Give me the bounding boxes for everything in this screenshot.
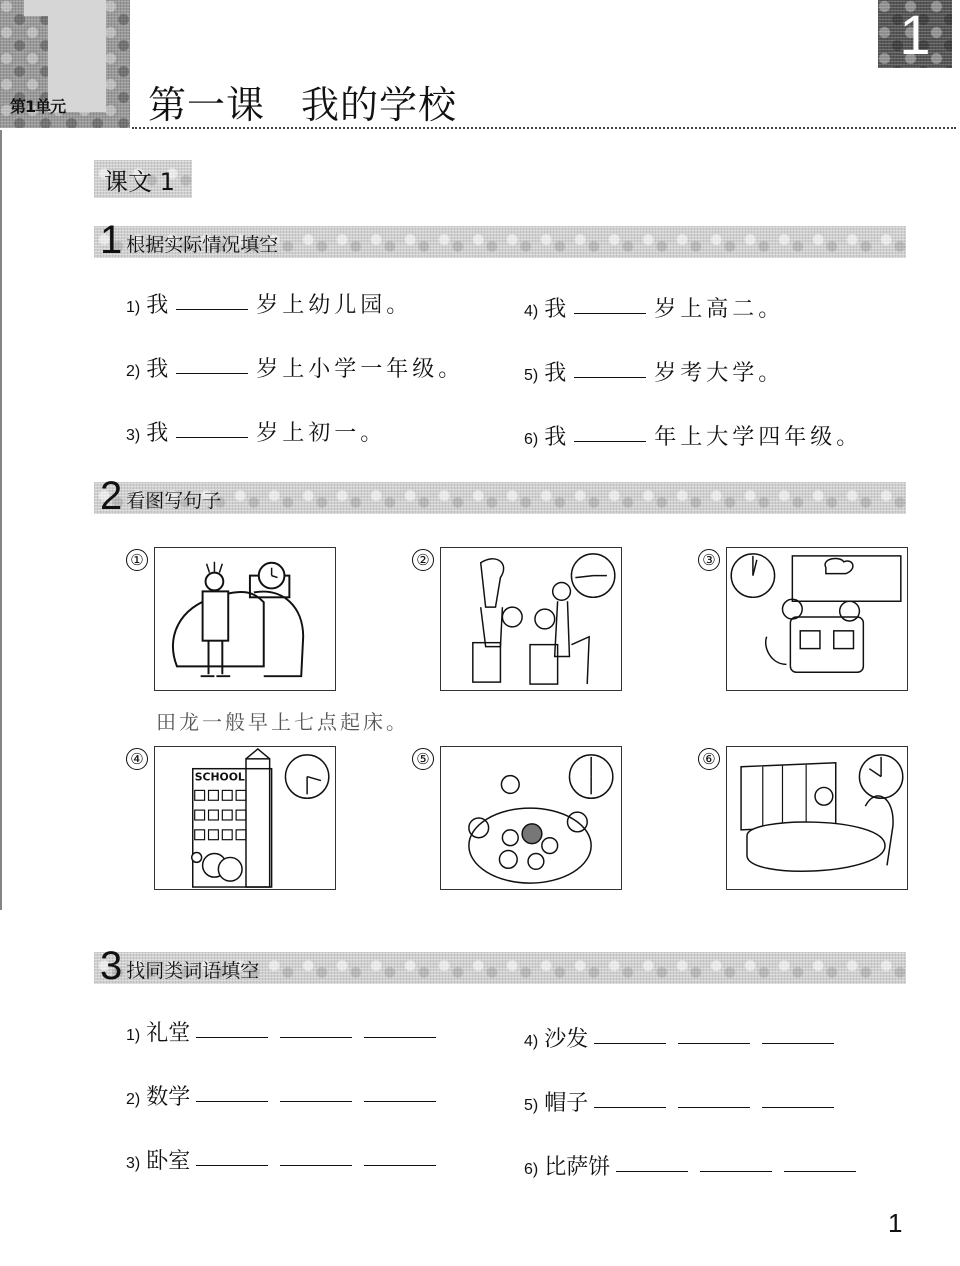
section-1-header	[94, 218, 906, 262]
answer-blank[interactable]	[574, 313, 646, 314]
item-number: 3)	[126, 427, 141, 444]
sample-answer: 田龙一般早上七点起床。	[156, 710, 409, 734]
picture-panel-4	[154, 746, 336, 890]
header-divider	[132, 127, 956, 129]
item-word: 比萨饼	[544, 1155, 611, 1180]
section-title: 根据实际情况填空	[126, 234, 279, 256]
answer-blank[interactable]	[176, 373, 248, 374]
section-number: 1	[100, 218, 123, 262]
fill-item	[524, 420, 862, 451]
item-prefix: 我	[146, 357, 169, 382]
answer-blank[interactable]	[176, 309, 248, 310]
picture-panel-6	[726, 746, 908, 890]
lesson-name: 我的学校	[301, 83, 458, 127]
answer-blank[interactable]	[364, 1037, 436, 1038]
word-group-item	[126, 1144, 442, 1175]
svg-text:SCHOOL: SCHOOL	[194, 770, 245, 784]
item-number: 5)	[524, 367, 539, 384]
item-number: 6)	[524, 431, 539, 448]
item-suffix: 岁考大学。	[654, 361, 785, 386]
item-suffix: 年上大学四年级。	[654, 425, 863, 450]
item-number: 1)	[126, 299, 141, 316]
answer-blank[interactable]	[784, 1171, 856, 1172]
section-number: 2	[100, 474, 123, 518]
page-edge	[0, 130, 4, 910]
word-group-item	[524, 1086, 840, 1117]
answer-blank[interactable]	[700, 1171, 772, 1172]
cafeteria-illustration	[727, 548, 907, 690]
picture-panel-5	[440, 746, 622, 890]
unit-banner	[0, 0, 130, 128]
bedtime-illustration	[727, 747, 907, 889]
unit-label: 第1单元	[10, 97, 66, 116]
item-number: 1)	[126, 1027, 141, 1044]
answer-blank[interactable]	[176, 437, 248, 438]
answer-blank[interactable]	[574, 441, 646, 442]
picture-number: ③	[698, 549, 720, 571]
school-illustration	[155, 747, 335, 889]
fill-item	[126, 352, 464, 383]
item-suffix: 岁上高二。	[654, 297, 785, 322]
item-word: 礼堂	[146, 1021, 191, 1046]
item-number: 3)	[126, 1155, 141, 1172]
item-prefix: 我	[146, 421, 169, 446]
picture-number: ⑤	[412, 748, 434, 770]
answer-blank[interactable]	[762, 1107, 834, 1108]
classroom-illustration	[441, 548, 621, 690]
item-number: 2)	[126, 1091, 141, 1108]
answer-blank[interactable]	[280, 1165, 352, 1166]
item-number: 2)	[126, 363, 141, 380]
item-prefix: 我	[146, 293, 169, 318]
section-2-header	[94, 474, 906, 518]
answer-blank[interactable]	[594, 1107, 666, 1108]
answer-blank[interactable]	[364, 1165, 436, 1166]
fill-item	[126, 416, 386, 447]
picture-panel-1	[154, 547, 336, 691]
picture-number: ①	[126, 549, 148, 571]
picture-number: ②	[412, 549, 434, 571]
page-badge: 1	[878, 0, 952, 68]
item-word: 沙发	[544, 1027, 589, 1052]
picture-panel-2	[440, 547, 622, 691]
answer-blank[interactable]	[678, 1107, 750, 1108]
item-word: 数学	[146, 1085, 191, 1110]
item-prefix: 我	[544, 361, 567, 386]
section-3-header	[94, 944, 906, 988]
fill-item	[524, 356, 784, 387]
answer-blank[interactable]	[678, 1043, 750, 1044]
answer-blank[interactable]	[364, 1101, 436, 1102]
word-group-item	[126, 1080, 442, 1111]
word-group-item	[524, 1022, 840, 1053]
answer-blank[interactable]	[594, 1043, 666, 1044]
lesson-number: 第一课	[148, 83, 266, 127]
alarm-clock-icon	[155, 548, 335, 690]
answer-blank[interactable]	[574, 377, 646, 378]
item-suffix: 岁上初一。	[256, 421, 387, 446]
section-title: 看图写句子	[126, 490, 222, 512]
answer-blank[interactable]	[280, 1101, 352, 1102]
item-suffix: 岁上幼儿园。	[256, 293, 413, 318]
item-number: 4)	[524, 1033, 539, 1050]
section-title: 找同类词语填空	[126, 960, 260, 982]
item-prefix: 我	[544, 297, 567, 322]
answer-blank[interactable]	[196, 1165, 268, 1166]
fill-item	[126, 288, 412, 319]
word-group-item	[524, 1150, 862, 1181]
picture-number: ④	[126, 748, 148, 770]
answer-blank[interactable]	[762, 1043, 834, 1044]
item-number: 6)	[524, 1161, 539, 1178]
item-word: 帽子	[544, 1091, 589, 1116]
fill-item	[524, 292, 784, 323]
answer-blank[interactable]	[196, 1037, 268, 1038]
item-prefix: 我	[544, 425, 567, 450]
section-number: 3	[100, 944, 123, 988]
item-number: 5)	[524, 1097, 539, 1114]
lesson-title	[148, 74, 457, 129]
answer-blank[interactable]	[280, 1037, 352, 1038]
word-group-item	[126, 1016, 442, 1047]
item-number: 4)	[524, 303, 539, 320]
item-suffix: 岁上小学一年级。	[256, 357, 465, 382]
picture-panel-3	[726, 547, 908, 691]
answer-blank[interactable]	[196, 1101, 268, 1102]
picture-number: ⑥	[698, 748, 720, 770]
page-number: 1	[888, 1208, 903, 1238]
item-word: 卧室	[146, 1149, 191, 1174]
answer-blank[interactable]	[616, 1171, 688, 1172]
dinner-illustration	[441, 747, 621, 889]
text-tag: 课文 1	[94, 160, 192, 198]
